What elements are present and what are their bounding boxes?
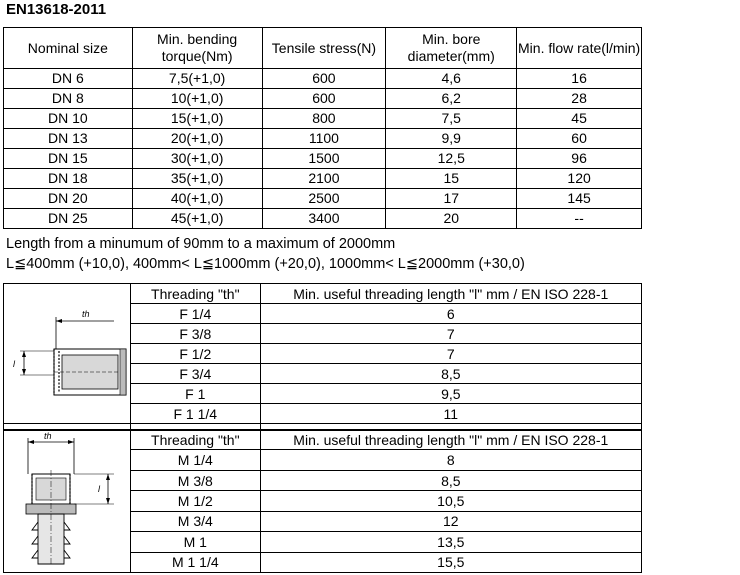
cell-threading: F 1/4 (130, 304, 260, 324)
cell-nominal-size: DN 18 (4, 169, 133, 189)
l-label: l (98, 484, 101, 494)
cell-tensile-stress: 3400 (262, 209, 386, 229)
cell-threading: F 1/2 (130, 344, 260, 364)
table-row (4, 149, 642, 169)
cell-thread-length: 12 (260, 511, 641, 531)
table-row (4, 189, 642, 209)
header-nominal-size: Nominal size (4, 28, 133, 69)
table-row (4, 169, 642, 189)
table-row (4, 109, 642, 129)
male-fitting-diagram (4, 430, 131, 573)
cell-thread-length: 8,5 (260, 364, 641, 384)
cell-nominal-size: DN 15 (4, 149, 133, 169)
cell-nominal-size: DN 10 (4, 109, 133, 129)
cell-thread-length: 8 (260, 450, 641, 470)
cell-tensile-stress: 800 (262, 109, 386, 129)
cell-tensile-stress: 1500 (262, 149, 386, 169)
cell-thread-length: 7 (260, 324, 641, 344)
table-row (4, 69, 642, 89)
cell-threading: M 1 (130, 532, 260, 552)
spec-table (3, 27, 642, 229)
cell-flow-rate: 96 (517, 149, 642, 169)
cell-thread-length: 15,5 (260, 552, 641, 572)
cell-bending-torque: 10(+1,0) (132, 89, 262, 109)
tolerance-note: L≦400mm (+10,0), 400mm< L≦1000mm (+20,0), 1000mm< L≦2000mm (+30,0) (6, 256, 525, 272)
cell-flow-rate: -- (517, 209, 642, 229)
cell-threading: M 1/4 (130, 450, 260, 470)
cell-thread-length: 11 (260, 404, 641, 424)
cell-bending-torque: 20(+1,0) (132, 129, 262, 149)
cell-flow-rate: 16 (517, 69, 642, 89)
table-row (4, 89, 642, 109)
header-threading: Threading "th" (130, 284, 260, 304)
cell-thread-length: 8,5 (260, 470, 641, 490)
cell-bore-diameter: 7,5 (386, 109, 517, 129)
cell-tensile-stress: 1100 (262, 129, 386, 149)
th-label: th (44, 431, 52, 441)
header-threading: Threading "th" (130, 430, 260, 450)
cell-bore-diameter: 17 (386, 189, 517, 209)
cell-tensile-stress: 2500 (262, 189, 386, 209)
cell-threading: M 3/4 (130, 511, 260, 531)
cell-threading: F 3/8 (130, 324, 260, 344)
length-note: Length from a minumum of 90mm to a maximum of 2000mm (6, 236, 396, 252)
cell-flow-rate: 28 (517, 89, 642, 109)
header-flow-rate: Min. flow rate(l/min) (517, 28, 642, 69)
cell-thread-length: 13,5 (260, 532, 641, 552)
cell-flow-rate: 145 (517, 189, 642, 209)
cell-flow-rate: 60 (517, 129, 642, 149)
cell-threading: M 1/2 (130, 491, 260, 511)
cell-flow-rate: 45 (517, 109, 642, 129)
cell-bending-torque: 15(+1,0) (132, 109, 262, 129)
cell-bore-diameter: 9,9 (386, 129, 517, 149)
female-thread-table (3, 283, 642, 431)
female-header-row (4, 284, 642, 304)
cell-threading: F 1 1/4 (130, 404, 260, 424)
cell-bore-diameter: 4,6 (386, 69, 517, 89)
cell-threading: M 3/8 (130, 470, 260, 490)
cell-tensile-stress: 2100 (262, 169, 386, 189)
cell-thread-length: 9,5 (260, 384, 641, 404)
cell-bending-torque: 40(+1,0) (132, 189, 262, 209)
cell-bending-torque: 45(+1,0) (132, 209, 262, 229)
table-row (4, 209, 642, 229)
header-bore-diameter: Min. bore diameter(mm) (386, 28, 517, 69)
page-title: EN13618-2011 (6, 1, 107, 18)
cell-threading: M 1 1/4 (130, 552, 260, 572)
cell-thread-length: 7 (260, 344, 641, 364)
table-row (4, 129, 642, 149)
header-tensile-stress: Tensile stress(N) (262, 28, 386, 69)
cell-nominal-size: DN 20 (4, 189, 133, 209)
cell-nominal-size: DN 6 (4, 69, 133, 89)
male-fitting-drawing (4, 430, 129, 568)
cell-bore-diameter: 6,2 (386, 89, 517, 109)
cell-thread-length: 10,5 (260, 491, 641, 511)
cell-thread-length: 6 (260, 304, 641, 324)
male-thread-table (3, 429, 642, 573)
l-label: l (13, 358, 16, 369)
header-bending-torque: Min. bending torque(Nm) (132, 28, 262, 69)
spec-header-row (4, 28, 642, 69)
cell-threading: F 1 (130, 384, 260, 404)
cell-nominal-size: DN 13 (4, 129, 133, 149)
header-thread-length: Min. useful threading length "l" mm / EN ISO 228-1 (260, 284, 641, 304)
cell-bending-torque: 7,5(+1,0) (132, 69, 262, 89)
cell-nominal-size: DN 8 (4, 89, 133, 109)
cell-bore-diameter: 15 (386, 169, 517, 189)
cell-flow-rate: 120 (517, 169, 642, 189)
female-fitting-diagram (4, 284, 131, 424)
th-label: th (82, 308, 90, 319)
header-thread-length: Min. useful threading length "l" mm / EN ISO 228-1 (260, 430, 641, 450)
cell-bending-torque: 35(+1,0) (132, 169, 262, 189)
cell-tensile-stress: 600 (262, 69, 386, 89)
cell-threading: F 3/4 (130, 364, 260, 384)
cell-bore-diameter: 20 (386, 209, 517, 229)
cell-bore-diameter: 12,5 (386, 149, 517, 169)
cell-bending-torque: 30(+1,0) (132, 149, 262, 169)
female-fitting-drawing (4, 287, 129, 417)
male-header-row (4, 430, 642, 450)
cell-tensile-stress: 600 (262, 89, 386, 109)
cell-nominal-size: DN 25 (4, 209, 133, 229)
